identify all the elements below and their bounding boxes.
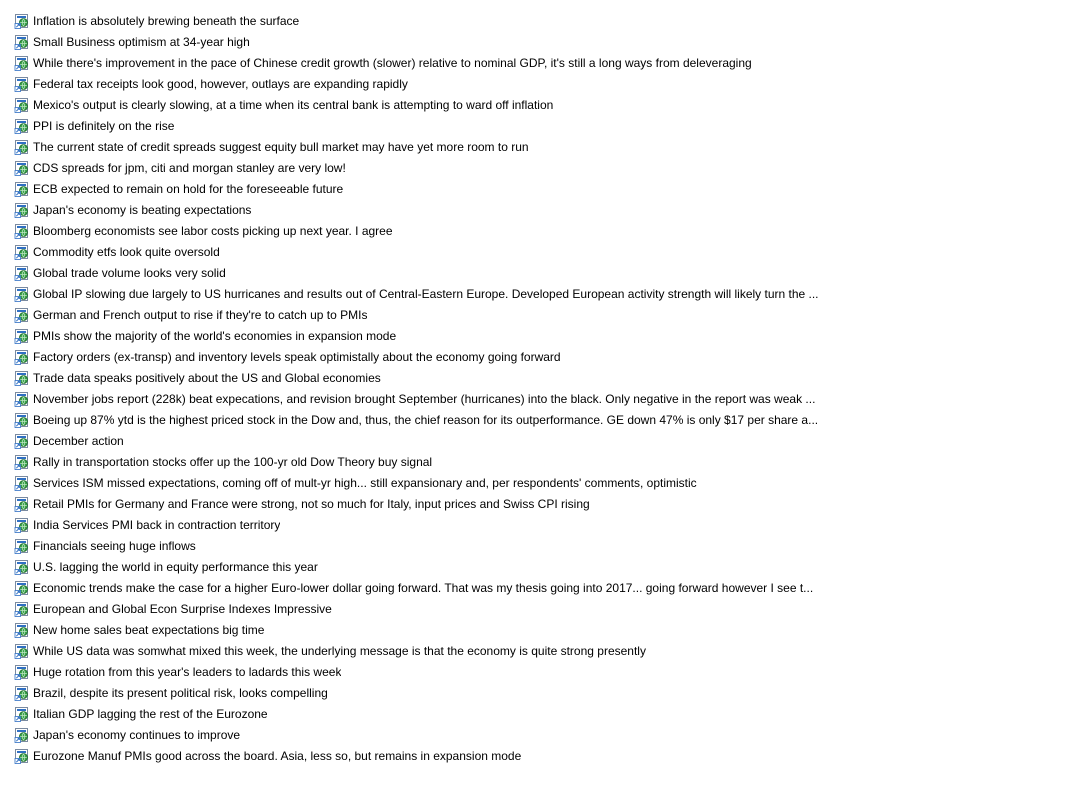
internet-shortcut-icon <box>14 160 30 176</box>
internet-shortcut-icon <box>14 643 30 659</box>
list-item-label: Retail PMIs for Germany and France were strong, not so much for Italy, input prices and Swiss CPI rising <box>33 496 590 511</box>
list-item-label: PPI is definitely on the rise <box>33 118 175 133</box>
list-item[interactable] <box>14 682 1064 703</box>
internet-shortcut-icon <box>14 139 30 155</box>
internet-shortcut-icon <box>14 412 30 428</box>
internet-shortcut-icon <box>14 118 30 134</box>
internet-shortcut-icon <box>14 748 30 764</box>
list-item-label: While there's improvement in the pace of Chinese credit growth (slower) relative to nominal GDP, it's still a long ways from deleveraging <box>33 55 752 70</box>
list-item-label: December action <box>33 433 124 448</box>
list-item-label: Huge rotation from this year's leaders to ladards this week <box>33 664 342 679</box>
list-item[interactable] <box>14 241 1064 262</box>
list-item-label: Commodity etfs look quite oversold <box>33 244 220 259</box>
internet-shortcut-icon <box>14 685 30 701</box>
list-item-label: Brazil, despite its present political risk, looks compelling <box>33 685 328 700</box>
list-item-label: India Services PMI back in contraction territory <box>33 517 281 532</box>
list-item-label: Financials seeing huge inflows <box>33 538 196 553</box>
list-item[interactable] <box>14 115 1064 136</box>
internet-shortcut-icon <box>14 286 30 302</box>
list-item-label: Boeing up 87% ytd is the highest priced stock in the Dow and, thus, the chief reason for its outperformance. GE down 47% is only $17 per share a... <box>33 412 819 427</box>
list-item-label: Eurozone Manuf PMIs good across the board. Asia, less so, but remains in expansion mode <box>33 748 522 763</box>
list-item[interactable] <box>14 178 1064 199</box>
list-item[interactable] <box>14 136 1064 157</box>
internet-shortcut-icon <box>14 181 30 197</box>
list-item[interactable] <box>14 472 1064 493</box>
list-item-label: Inflation is absolutely brewing beneath the surface <box>33 13 300 28</box>
list-item[interactable] <box>14 94 1064 115</box>
internet-shortcut-icon <box>14 727 30 743</box>
internet-shortcut-icon <box>14 370 30 386</box>
list-item-label: CDS spreads for jpm, citi and morgan stanley are very low! <box>33 160 346 175</box>
list-item-label: European and Global Econ Surprise Indexes Impressive <box>33 601 332 616</box>
list-item[interactable] <box>14 724 1064 745</box>
list-item[interactable] <box>14 661 1064 682</box>
list-item-label: Bloomberg economists see labor costs picking up next year. I agree <box>33 223 393 238</box>
internet-shortcut-icon <box>14 202 30 218</box>
list-item[interactable] <box>14 451 1064 472</box>
internet-shortcut-icon <box>14 538 30 554</box>
list-item-label: Global IP slowing due largely to US hurricanes and results out of Central-Eastern Europe. Developed European activity strength will likely turn the ... <box>33 286 819 301</box>
internet-shortcut-icon <box>14 664 30 680</box>
list-item-label: Mexico's output is clearly slowing, at a time when its central bank is attempting to ward off inflation <box>33 97 554 112</box>
internet-shortcut-icon <box>14 223 30 239</box>
list-item[interactable] <box>14 493 1064 514</box>
internet-shortcut-icon <box>14 601 30 617</box>
list-item[interactable] <box>14 220 1064 241</box>
internet-shortcut-icon <box>14 34 30 50</box>
list-item-label: Trade data speaks positively about the US and Global economies <box>33 370 381 385</box>
internet-shortcut-icon <box>14 55 30 71</box>
list-item[interactable] <box>14 388 1064 409</box>
list-item-label: Federal tax receipts look good, however, outlays are expanding rapidly <box>33 76 408 91</box>
list-item[interactable] <box>14 73 1064 94</box>
internet-shortcut-icon <box>14 328 30 344</box>
list-item[interactable] <box>14 745 1064 766</box>
list-item-label: Global trade volume looks very solid <box>33 265 226 280</box>
list-item[interactable] <box>14 430 1064 451</box>
internet-shortcut-icon <box>14 580 30 596</box>
internet-shortcut-icon <box>14 433 30 449</box>
list-item[interactable] <box>14 283 1064 304</box>
list-item[interactable] <box>14 703 1064 724</box>
list-item[interactable] <box>14 262 1064 283</box>
internet-shortcut-icon <box>14 97 30 113</box>
list-item-label: Japan's economy is beating expectations <box>33 202 252 217</box>
list-item-label: Factory orders (ex-transp) and inventory levels speak optimistally about the economy going forward <box>33 349 561 364</box>
list-item[interactable] <box>14 157 1064 178</box>
internet-shortcut-icon <box>14 517 30 533</box>
list-item[interactable] <box>14 577 1064 598</box>
internet-shortcut-icon <box>14 496 30 512</box>
list-item[interactable] <box>14 52 1064 73</box>
list-item[interactable] <box>14 640 1064 661</box>
internet-shortcut-icon <box>14 349 30 365</box>
list-item[interactable] <box>14 619 1064 640</box>
list-item[interactable] <box>14 598 1064 619</box>
list-item[interactable] <box>14 304 1064 325</box>
list-item-label: German and French output to rise if they're to catch up to PMIs <box>33 307 368 322</box>
list-item[interactable] <box>14 367 1064 388</box>
internet-shortcut-icon <box>14 559 30 575</box>
internet-shortcut-icon <box>14 622 30 638</box>
internet-shortcut-icon <box>14 706 30 722</box>
list-item-label: New home sales beat expectations big time <box>33 622 265 637</box>
list-item-label: November jobs report (228k) beat expecations, and revision brought September (hurricanes) into the black. Only negative in the report was weak ... <box>33 391 816 406</box>
internet-shortcut-icon <box>14 391 30 407</box>
list-item-label: ECB expected to remain on hold for the foreseeable future <box>33 181 344 196</box>
internet-shortcut-icon <box>14 475 30 491</box>
internet-shortcut-icon <box>14 307 30 323</box>
list-item-label: Italian GDP lagging the rest of the Eurozone <box>33 706 268 721</box>
internet-shortcut-icon <box>14 244 30 260</box>
shortcut-list <box>14 10 1064 766</box>
list-item[interactable] <box>14 535 1064 556</box>
list-item[interactable] <box>14 346 1064 367</box>
list-item[interactable] <box>14 199 1064 220</box>
list-item-label: Economic trends make the case for a higher Euro-lower dollar going forward. That was my thesis going into 2017... going forward however I see t... <box>33 580 814 595</box>
list-item[interactable] <box>14 31 1064 52</box>
list-item[interactable] <box>14 325 1064 346</box>
list-item-label: PMIs show the majority of the world's economies in expansion mode <box>33 328 397 343</box>
list-item-label: Small Business optimism at 34-year high <box>33 34 250 49</box>
internet-shortcut-icon <box>14 76 30 92</box>
list-item-label: The current state of credit spreads suggest equity bull market may have yet more room to run <box>33 139 529 154</box>
list-item-label: Services ISM missed expectations, coming off of mult-yr high... still expansionary and, per respondents' comments, optimistic <box>33 475 697 490</box>
internet-shortcut-icon <box>14 13 30 29</box>
list-item-label: U.S. lagging the world in equity performance this year <box>33 559 318 574</box>
list-item[interactable] <box>14 10 1064 31</box>
list-item-label: Japan's economy continues to improve <box>33 727 241 742</box>
list-item-label: Rally in transportation stocks offer up the 100-yr old Dow Theory buy signal <box>33 454 433 469</box>
internet-shortcut-icon <box>14 265 30 281</box>
list-item[interactable] <box>14 556 1064 577</box>
list-item-label: While US data was somwhat mixed this week, the underlying message is that the economy is quite strong presently <box>33 643 646 658</box>
internet-shortcut-icon <box>14 454 30 470</box>
list-item[interactable] <box>14 409 1064 430</box>
list-item[interactable] <box>14 514 1064 535</box>
